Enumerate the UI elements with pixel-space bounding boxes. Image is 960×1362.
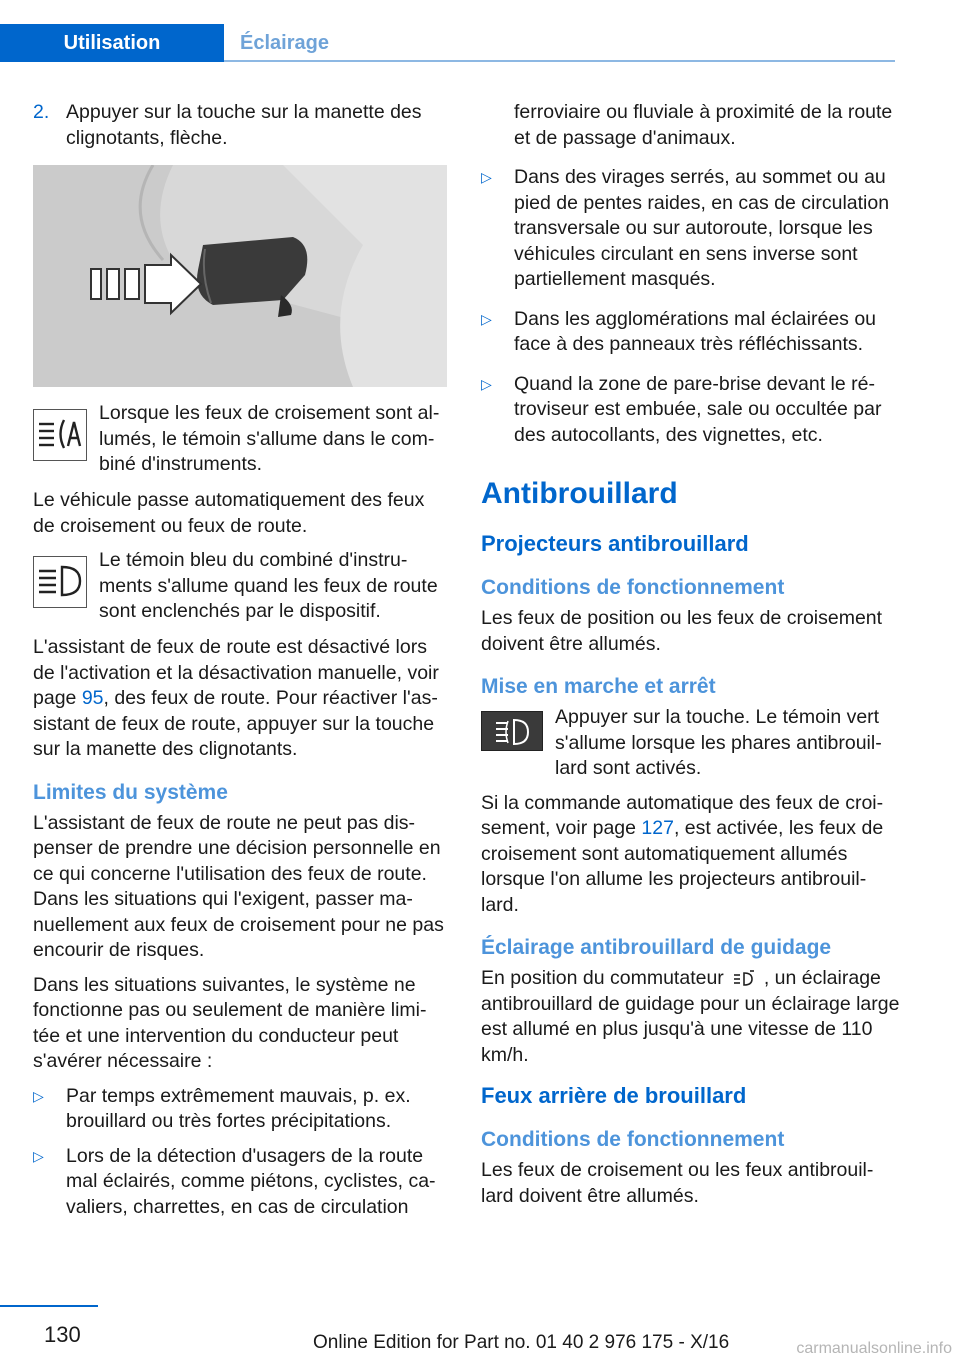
auto-switch-para: Le véhicule passe automatiquement des feux de croisement ou feux de route. — [33, 489, 425, 537]
page-link-127[interactable]: 127 — [641, 817, 674, 839]
high-beam-indicator-icon — [33, 556, 87, 608]
lever-illustration — [33, 165, 447, 387]
tab-eclairage[interactable]: Éclairage — [240, 32, 329, 54]
heading-feux-arriere: Feux arrière de brouillard — [481, 1083, 747, 1108]
turn-signal-lever-figure — [33, 165, 447, 387]
heading-projecteurs: Projecteurs antibrouillard — [481, 531, 749, 556]
auto-fog-text-b: , est activée, les feux de croisement sont automatiquement allumés lorsque l'on allume les projecteurs antibrouil-lard. — [481, 817, 884, 916]
indicator-low-beam-text: Lorsque les feux de croisement sont al-lumés, le témoin s'allume dans le com-biné d'instruments. — [99, 402, 440, 475]
bullet-text: ferroviaire ou fluviale à proximité de la route et de passage d'animaux. — [514, 101, 893, 149]
bullet-triangle-icon: ▷ — [33, 1147, 44, 1164]
conditions-1-para: Les feux de position ou les feux de croisement doivent être allumés. — [481, 607, 883, 655]
auto-fog-text-a: Si la commande automatique des feux de croi-sement, voir page — [481, 791, 884, 839]
bullet-triangle-icon: ▷ — [481, 169, 492, 185]
low-beam-assist-indicator-icon — [33, 409, 87, 461]
limits-para: L'assistant de feux de route ne peut pas dis-penser de prendre une décision personnelle en ce qui concerne l'utilisation des feux de route. Dans les situations qui l'exigent, passer ma-nuellement aux feux de croisement pour ne pas encourir de risques. — [33, 811, 444, 961]
bullet-text: Par temps extrêmement mauvais, p. ex. brouillard ou très fortes précipitations. — [66, 1084, 411, 1132]
bullet-windshield — [481, 372, 901, 449]
header-divider — [224, 60, 895, 62]
guidage-text-a: En position du commutateur — [481, 967, 724, 989]
watermark: carmanualsonline.info — [796, 1340, 952, 1357]
step-number: 2. — [33, 101, 50, 123]
heading-guidage: Éclairage antibrouillard de guidage — [481, 936, 832, 959]
right-column — [481, 100, 901, 1218]
bullet-weather — [33, 1084, 451, 1135]
page-header — [0, 0, 895, 62]
marche-para — [481, 705, 901, 782]
indicator-blue-text: Le témoin bleu du combiné d'instru-ments s'allume quand les feux de route sont enclenchés par le dispositif. — [99, 549, 438, 622]
guidage-para — [481, 966, 901, 1068]
page-number: 130 — [44, 1322, 81, 1347]
deactivate-text-b: , des feux de route. Pour réactiver l'as-sistant de feux de route, appuyer sur la touche sur la manette des clignotants. — [33, 687, 438, 760]
left-column — [33, 100, 451, 1229]
step-2 — [33, 100, 451, 151]
fog-light-button-icon — [481, 711, 543, 751]
step-text: Appuyer sur la touche sur la manette des clignotants, flèche. — [66, 101, 422, 149]
heading-conditions-1: Conditions de fonctionnement — [481, 576, 785, 599]
indicator-low-beam-para — [33, 401, 451, 479]
auto-fog-para — [481, 791, 901, 919]
bullet-curves — [481, 165, 901, 293]
heading-marche-arret: Mise en marche et arrêt — [481, 675, 716, 698]
bullet-triangle-icon: ▷ — [481, 375, 492, 392]
footer-divider — [0, 1305, 98, 1307]
bullet-text: Dans les agglomérations mal éclairées ou face à des panneaux très réfléchissants. — [514, 307, 877, 355]
deactivate-text-a: L'assistant de feux de route est désactivé lors de l'activation et la désactivation manuelle, voir page — [33, 636, 439, 709]
bullet-agglomerations — [481, 307, 901, 358]
page-link-95[interactable]: 95 — [81, 687, 104, 709]
bullet-triangle-icon: ▷ — [481, 310, 492, 327]
bullet-text: Dans des virages serrés, au sommet ou au pied de pentes raides, en cas de circulation transversale ou sur autoroute, lorsque les véhicules circulant en sens inverse sont partiellement masqués. — [514, 166, 890, 290]
bullet-text: Lors de la détection d'usagers de la route mal éclairés, comme piétons, cyclistes, ca-valiers, charrettes, en cas de circulation — [66, 1144, 436, 1218]
heading-conditions-2: Conditions de fonctionnement — [481, 1128, 785, 1151]
tab-utilisation[interactable]: Utilisation — [0, 24, 224, 62]
deactivate-para — [33, 635, 451, 763]
bullet-road-users — [33, 1144, 451, 1221]
heading-antibrouillard: Antibrouillard — [481, 477, 678, 510]
situations-para: Dans les situations suivantes, le système ne fonctionne pas ou seulement de manière limi-tée et une intervention du conducteur peut s'avérer nécessaire : — [33, 973, 427, 1072]
bullet-text: Quand la zone de pare-brise devant le ré-troviseur est embuée, sale ou occultée par des autocollants, des vignettes, etc. — [514, 372, 882, 446]
edition-text: Online Edition for Part no. 01 40 2 976 175 - X/16 — [313, 1332, 730, 1353]
bullet-continuation — [481, 100, 901, 151]
indicator-blue-para — [33, 548, 451, 626]
conditions-2-para: Les feux de croisement ou les feux antibrouil-lard doivent être allumés. — [481, 1159, 874, 1207]
guidage-text-b: , un éclairage antibrouillard de guidage pour un éclairage large est allumé en plus jusqu'à une vitesse de 110 km/h. — [481, 967, 900, 1066]
fog-switch-position-icon — [730, 969, 758, 989]
bullet-triangle-icon: ▷ — [33, 1087, 44, 1104]
heading-limits: Limites du système — [33, 780, 228, 804]
marche-text: Appuyer sur la touche. Le témoin vert s'allume lorsque les phares antibrouil-lard sont activés. — [555, 706, 882, 779]
